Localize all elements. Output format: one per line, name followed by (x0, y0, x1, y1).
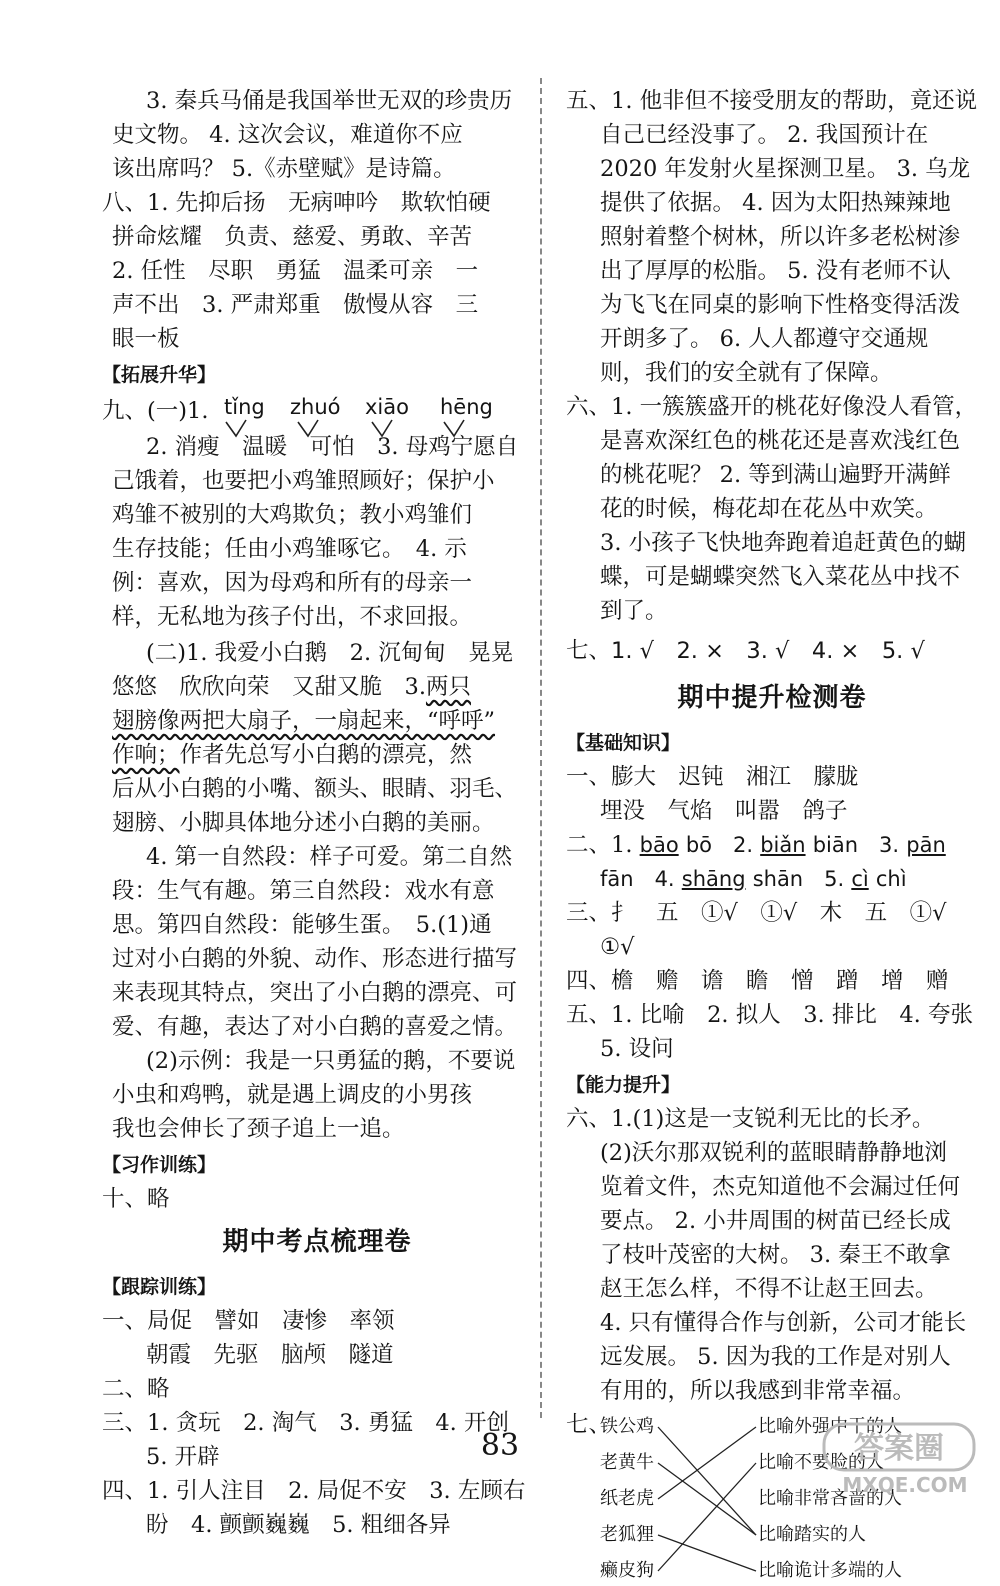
wavy-underlined-text: 翅膀像两把大扇子，一扇起来，“呼呼” (112, 708, 496, 734)
answer-line: 二、略 (102, 1376, 170, 1402)
answer-line: 六、1. 一簇簇盛开的桃花好像没人看管， (566, 394, 978, 420)
answer-line: 五、1. 比喻 2. 拟人 3. 排比 4. 夸张 (566, 1002, 973, 1028)
answer-line: 该出席吗？ 5.《赤壁赋》是诗篇。 (112, 156, 456, 182)
answer-line: 史文物。 4. 这次会议，难道你不应 (112, 122, 463, 148)
match-right-item: 比喻非常吝啬的人 (758, 1488, 902, 1509)
match-line (658, 1535, 756, 1571)
answer-line: 声不出 3. 严肃郑重 傲慢从容 三 (112, 292, 479, 318)
answer-line: 了枝叶茂密的大树。 3. 秦王不敢拿 (600, 1242, 951, 1268)
answer-line: 八、1. 先抑后扬 无病呻吟 欺软怕硬 (102, 190, 491, 216)
watermark-logo (820, 1420, 990, 1498)
answer-line: 己饿着，也要把小鸡雏照顾好；保护小 (112, 468, 495, 494)
answer-line: 的桃花呢？ 2. 等到满山遍野开满鲜 (600, 462, 951, 488)
answer-line: 我也会伸长了颈子追上一追。 (112, 1116, 405, 1142)
answer-line: 四、1. 引人注目 2. 局促不安 3. 左顾右 (102, 1478, 526, 1504)
answer-line: 二、1. bāo bō 2. biǎn biān 3. pān (566, 832, 946, 858)
question-number: 七、 (566, 1412, 612, 1438)
answer-line: 则，我们的安全就有了保障。 (600, 360, 893, 386)
pinyin-4: hēng (440, 395, 493, 419)
answer-line: 十、略 (102, 1186, 170, 1212)
answer-line: 赵王怎么样，不得不让赵王回去。 (600, 1276, 938, 1302)
answer-line: 照射着整个树林，所以许多老松树渗 (600, 224, 961, 250)
answer-line: 七、1. √ 2. × 3. √ 4. × 5. √ (566, 638, 925, 664)
answer-line: 三、1. 贪玩 2. 淘气 3. 勇猛 4. 开创 (102, 1410, 509, 1436)
answer-line: 埋没 气焰 叫嚣 鸽子 (600, 798, 848, 824)
underlined-pinyin: biǎn (760, 833, 806, 857)
watermark-text: 答案圈 (854, 1431, 944, 1466)
answer-line: 自己已经没事了。 2. 我国预计在 (600, 122, 929, 148)
match-left-item: 老狐狸 (600, 1524, 654, 1545)
answer-line: (二)1. 我爱小白鹅 2. 沉甸甸 晃晃 (146, 640, 514, 666)
answer-line: 要点。 2. 小井周围的树苗已经长成 (600, 1208, 951, 1234)
answer-line: 到了。 (600, 598, 668, 624)
wavy-underlined-text: 作响； (112, 742, 180, 768)
match-right-item: 比喻不要脸的人 (758, 1452, 884, 1473)
answer-line: 开朗多了。 6. 人人都遵守交通规 (600, 326, 929, 352)
answer-line: 例：喜欢，因为母鸡和所有的母亲一 (112, 570, 473, 596)
page-number: 83 (480, 1428, 520, 1463)
answer-line: 2020 年发射火星探测卫星。 3. 乌龙 (600, 156, 971, 182)
underlined-pinyin: shāng (681, 867, 746, 891)
answer-line: 翅膀、小脚具体地分述小白鹅的美丽。 (112, 810, 495, 836)
answer-line: 眼一板 (112, 326, 180, 352)
section-heading: 【能力提升】 (566, 1074, 681, 1096)
pinyin-2: zhuó (290, 395, 341, 419)
answer-line: 后从小白鹅的小嘴、额头、眼睛、羽毛、 (112, 776, 518, 802)
pinyin-3: xiāo (365, 395, 409, 419)
answer-line: 样，无私地为孩子付出，不求回报。 (112, 604, 473, 630)
match-left-item: 老黄牛 (600, 1452, 654, 1473)
answer-line: 过对小白鹅的外貌、动作、形态进行描写 (112, 946, 518, 972)
match-right-item: 比喻踏实的人 (758, 1524, 866, 1545)
answer-line: 是喜欢深红色的桃花还是喜欢浅红色 (600, 428, 961, 454)
answer-line: 5. 设问 (600, 1036, 674, 1062)
match-right-item: 比喻外强中干的人 (758, 1416, 902, 1437)
answer-line: 鸡雏不被别的大鸡欺负；教小鸡雏们 (112, 502, 473, 528)
underlined-pinyin: cì (851, 867, 869, 891)
answer-line: 4. 第一自然段：样子可爱。第二自然 (146, 844, 513, 870)
match-line (658, 1463, 756, 1535)
pinyin-1: tǐng (224, 395, 265, 419)
answer-line: 2. 任性 尽职 勇猛 温柔可亲 一 (112, 258, 479, 284)
answer-line: 3. 小孩子飞快地奔跑着追赶黄色的蝴 (600, 530, 967, 556)
answer-line: 览着文件，杰克知道他不会漏过任何 (600, 1174, 961, 1200)
answer-line: 拼命炫耀 负责、慈爱、勇敢、辛苦 (112, 224, 473, 250)
match-right-item: 比喻诡计多端的人 (758, 1560, 902, 1581)
answer-line: 悠悠 欣欣向荣 又甜又脆 3.两只 (112, 674, 471, 700)
answer-line: 六、1.(1)这是一支锐利无比的长矛。 (566, 1106, 935, 1132)
section-title: 期中提升检测卷 (677, 683, 867, 713)
answer-line: 有用的，所以我感到非常幸福。 (600, 1378, 916, 1404)
answer-line: 五、1. 他非但不接受朋友的帮助，竟还说 (566, 88, 978, 114)
column-divider (540, 78, 542, 1418)
section-heading: 【拓展升华】 (102, 364, 217, 386)
underlined-pinyin: bāo (639, 833, 679, 857)
match-left-item: 纸老虎 (600, 1488, 654, 1509)
answer-line: 朝霞 先驱 脑颅 隧道 (146, 1342, 394, 1368)
answer-line: 远发展。 5. 因为我的工作是对别人 (600, 1344, 951, 1370)
question-number: 九、(一)1. (102, 398, 209, 424)
answer-line: 爱、有趣，表达了对小白鹅的喜爱之情。 (112, 1014, 518, 1040)
answer-line: 四、檐 赡 谵 瞻 憎 蹭 增 赠 (566, 968, 949, 994)
answer-line: 生存技能；任由小鸡雏啄它。 4. 示 (112, 536, 467, 562)
match-line (658, 1463, 756, 1571)
answer-line: 思。第四自然段：能够生蛋。 5.(1)通 (112, 912, 492, 938)
answer-line: 提供了依据。 4. 因为太阳热辣辣地 (600, 190, 951, 216)
answer-line: 4. 只有懂得合作与创新，公司才能长 (600, 1310, 967, 1336)
section-heading: 【基础知识】 (566, 732, 681, 754)
wavy-underlined-text: 两只 (425, 674, 471, 700)
answer-line: 小虫和鸡鸭，就是遇上调皮的小男孩 (112, 1082, 473, 1108)
underlined-pinyin: pān (906, 833, 946, 857)
answer-line (102, 396, 209, 426)
answer-line: 来表现其特点，突出了小白鹅的漂亮、可 (112, 980, 518, 1006)
answer-line: 2. 消瘦 温暖 可怕 3. 母鸡宁愿自 (146, 434, 519, 460)
section-heading: 【跟踪训练】 (102, 1276, 217, 1298)
answer-line: ①√ (600, 934, 635, 960)
section-heading: 【习作训练】 (102, 1154, 217, 1176)
answer-line: 盼 4. 颤颤巍巍 5. 粗细各异 (146, 1512, 451, 1538)
answer-line: 一、局促 譬如 凄惨 率领 (102, 1308, 395, 1334)
answer-line: 3. 秦兵马俑是我国举世无双的珍贵历 (146, 88, 513, 114)
answer-line: fān 4. shāng shān 5. cì chì (600, 867, 907, 891)
answer-line: 作响；作者先总写小白鹅的漂亮，然 (112, 742, 473, 768)
answer-line: 蝶，可是蝴蝶突然飞入菜花丛中找不 (600, 564, 961, 590)
match-left-item: 癞皮狗 (600, 1560, 654, 1581)
section-title: 期中考点梳理卷 (222, 1227, 412, 1257)
answer-line: 花的时候，梅花却在花丛中欢笑。 (600, 496, 938, 522)
answer-line: 三、扌 五 ①√ ①√ 木 五 ①√ (566, 900, 947, 926)
answer-line: (2)示例：我是一只勇猛的鹅，不要说 (146, 1048, 516, 1074)
watermark-url: MXQE.COM (842, 1473, 968, 1497)
answer-line: 出了厚厚的松脂。 5. 没有老师不认 (600, 258, 951, 284)
answer-line: 段：生气有趣。第三自然段：戏水有意 (112, 878, 495, 904)
answer-line: (2)沃尔那双锐利的蓝眼睛静静地浏 (600, 1140, 947, 1166)
answer-line: 一、膨大 迟钝 湘江 朦胧 (566, 764, 859, 790)
answer-line: 5. 开辟 (146, 1444, 220, 1470)
answer-line: 为飞飞在同桌的影响下性格变得活泼 (600, 292, 961, 318)
match-left-item: 铁公鸡 (600, 1416, 654, 1437)
